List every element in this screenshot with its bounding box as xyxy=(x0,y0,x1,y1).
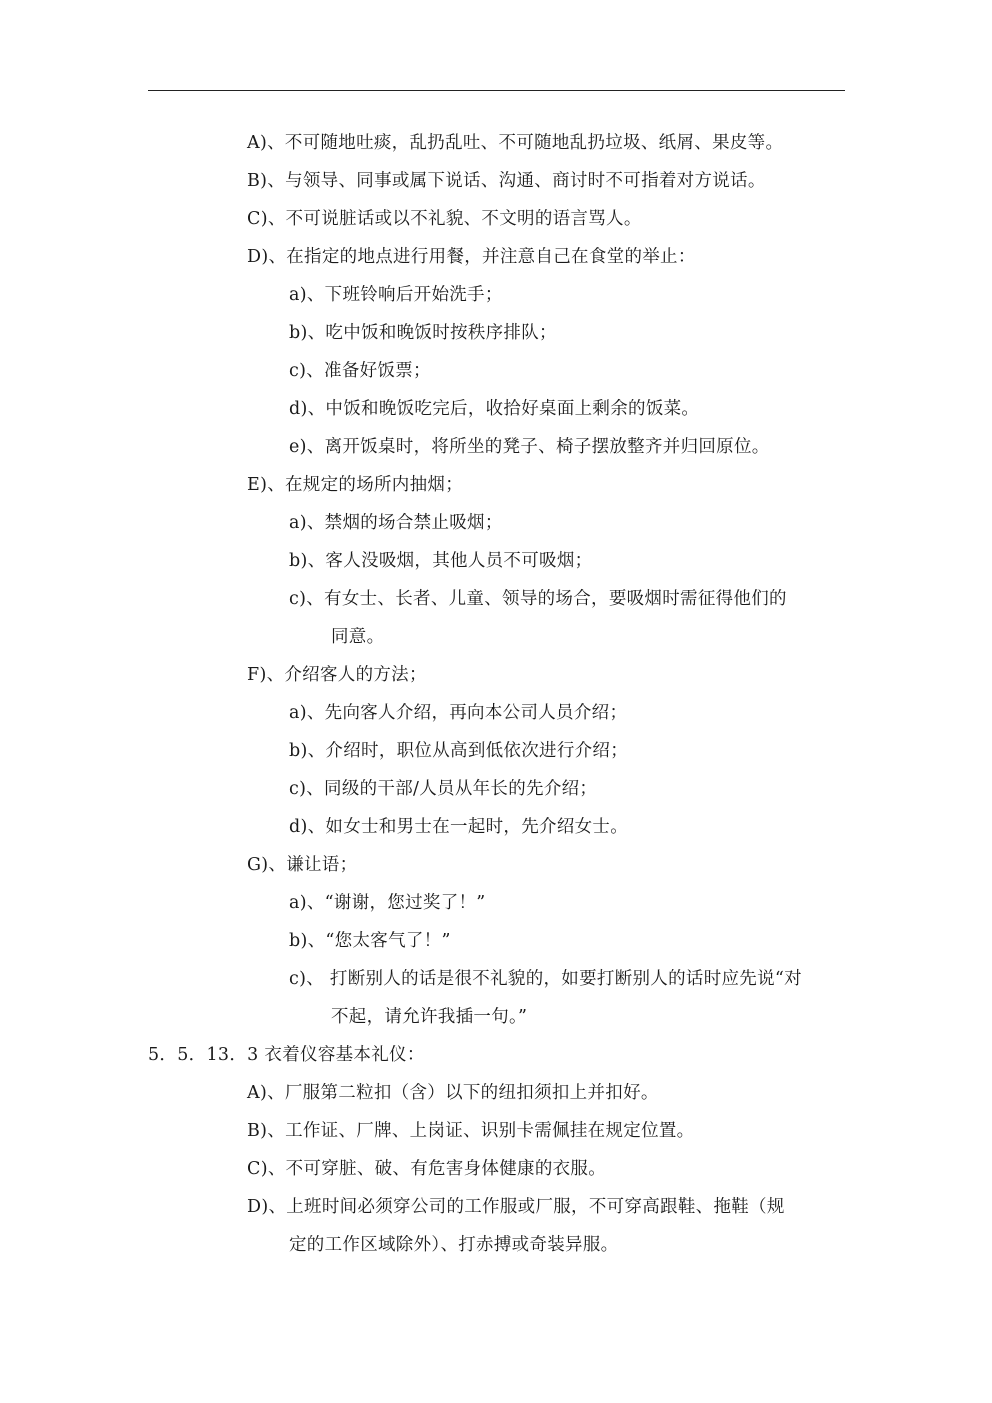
text-line: c)、准备好饭票； xyxy=(289,361,431,381)
text-line: d)、如女士和男士在一起时，先介绍女士。 xyxy=(289,817,629,837)
text-line: 不起，请允许我插一句。” xyxy=(331,1007,528,1027)
text-line: 同意。 xyxy=(331,627,385,647)
text-line: c)、 打断别人的话是很不礼貌的，如要打断别人的话时应先说“对 xyxy=(289,969,802,989)
text-line: G)、谦让语； xyxy=(247,855,358,875)
text-line: a)、禁烟的场合禁止吸烟； xyxy=(289,513,503,533)
text-line: E)、在规定的场所内抽烟； xyxy=(247,475,464,495)
text-line: a)、先向客人介绍，再向本公司人员介绍； xyxy=(289,703,628,723)
text-line: C)、不可穿脏、破、有危害身体健康的衣服。 xyxy=(247,1159,607,1179)
text-line: e)、离开饭桌时，将所坐的凳子、椅子摆放整齐并归回原位。 xyxy=(289,437,770,457)
document-body xyxy=(0,124,992,1264)
text-line: a)、“谢谢，您过奖了！” xyxy=(289,893,486,913)
text-line: 定的工作区域除外）、打赤搏或奇装异服。 xyxy=(289,1235,619,1255)
text-line: B)、工作证、厂牌、上岗证、识别卡需佩挂在规定位置。 xyxy=(247,1121,695,1141)
text-line: b)、“您太客气了！” xyxy=(289,931,451,951)
header-rule xyxy=(148,90,845,91)
text-line: C)、不可说脏话或以不礼貌、不文明的语言骂人。 xyxy=(247,209,642,229)
text-line: b)、吃中饭和晚饭时按秩序排队； xyxy=(289,323,557,343)
text-line: b)、客人没吸烟，其他人员不可吸烟； xyxy=(289,551,593,571)
text-line: D)、上班时间必须穿公司的工作服或厂服，不可穿高跟鞋、拖鞋（规 xyxy=(247,1197,785,1217)
text-line: d)、中饭和晚饭吃完后，收拾好桌面上剩余的饭菜。 xyxy=(289,399,700,419)
text-line: B)、与领导、同事或属下说话、沟通、商讨时不可指着对方说话。 xyxy=(247,171,766,191)
text-line: b)、介绍时，职位从高到低依次进行介绍； xyxy=(289,741,629,761)
text-line: c)、同级的干部/人员从年长的先介绍； xyxy=(289,779,598,799)
text-line: A)、不可随地吐痰，乱扔乱吐、不可随地乱扔垃圾、纸屑、果皮等。 xyxy=(247,133,784,153)
text-line: c)、有女士、长者、儿童、领导的场合，要吸烟时需征得他们的 xyxy=(289,589,787,609)
text-line: D)、在指定的地点进行用餐，并注意自己在食堂的举止： xyxy=(247,247,696,267)
section-heading: 5．5．13．3 衣着仪容基本礼仪： xyxy=(148,1045,425,1065)
text-line: A)、厂服第二粒扣（含）以下的纽扣须扣上并扣好。 xyxy=(247,1083,659,1103)
text-line: a)、下班铃响后开始洗手； xyxy=(289,285,503,305)
text-line: F)、介绍客人的方法； xyxy=(247,665,427,685)
